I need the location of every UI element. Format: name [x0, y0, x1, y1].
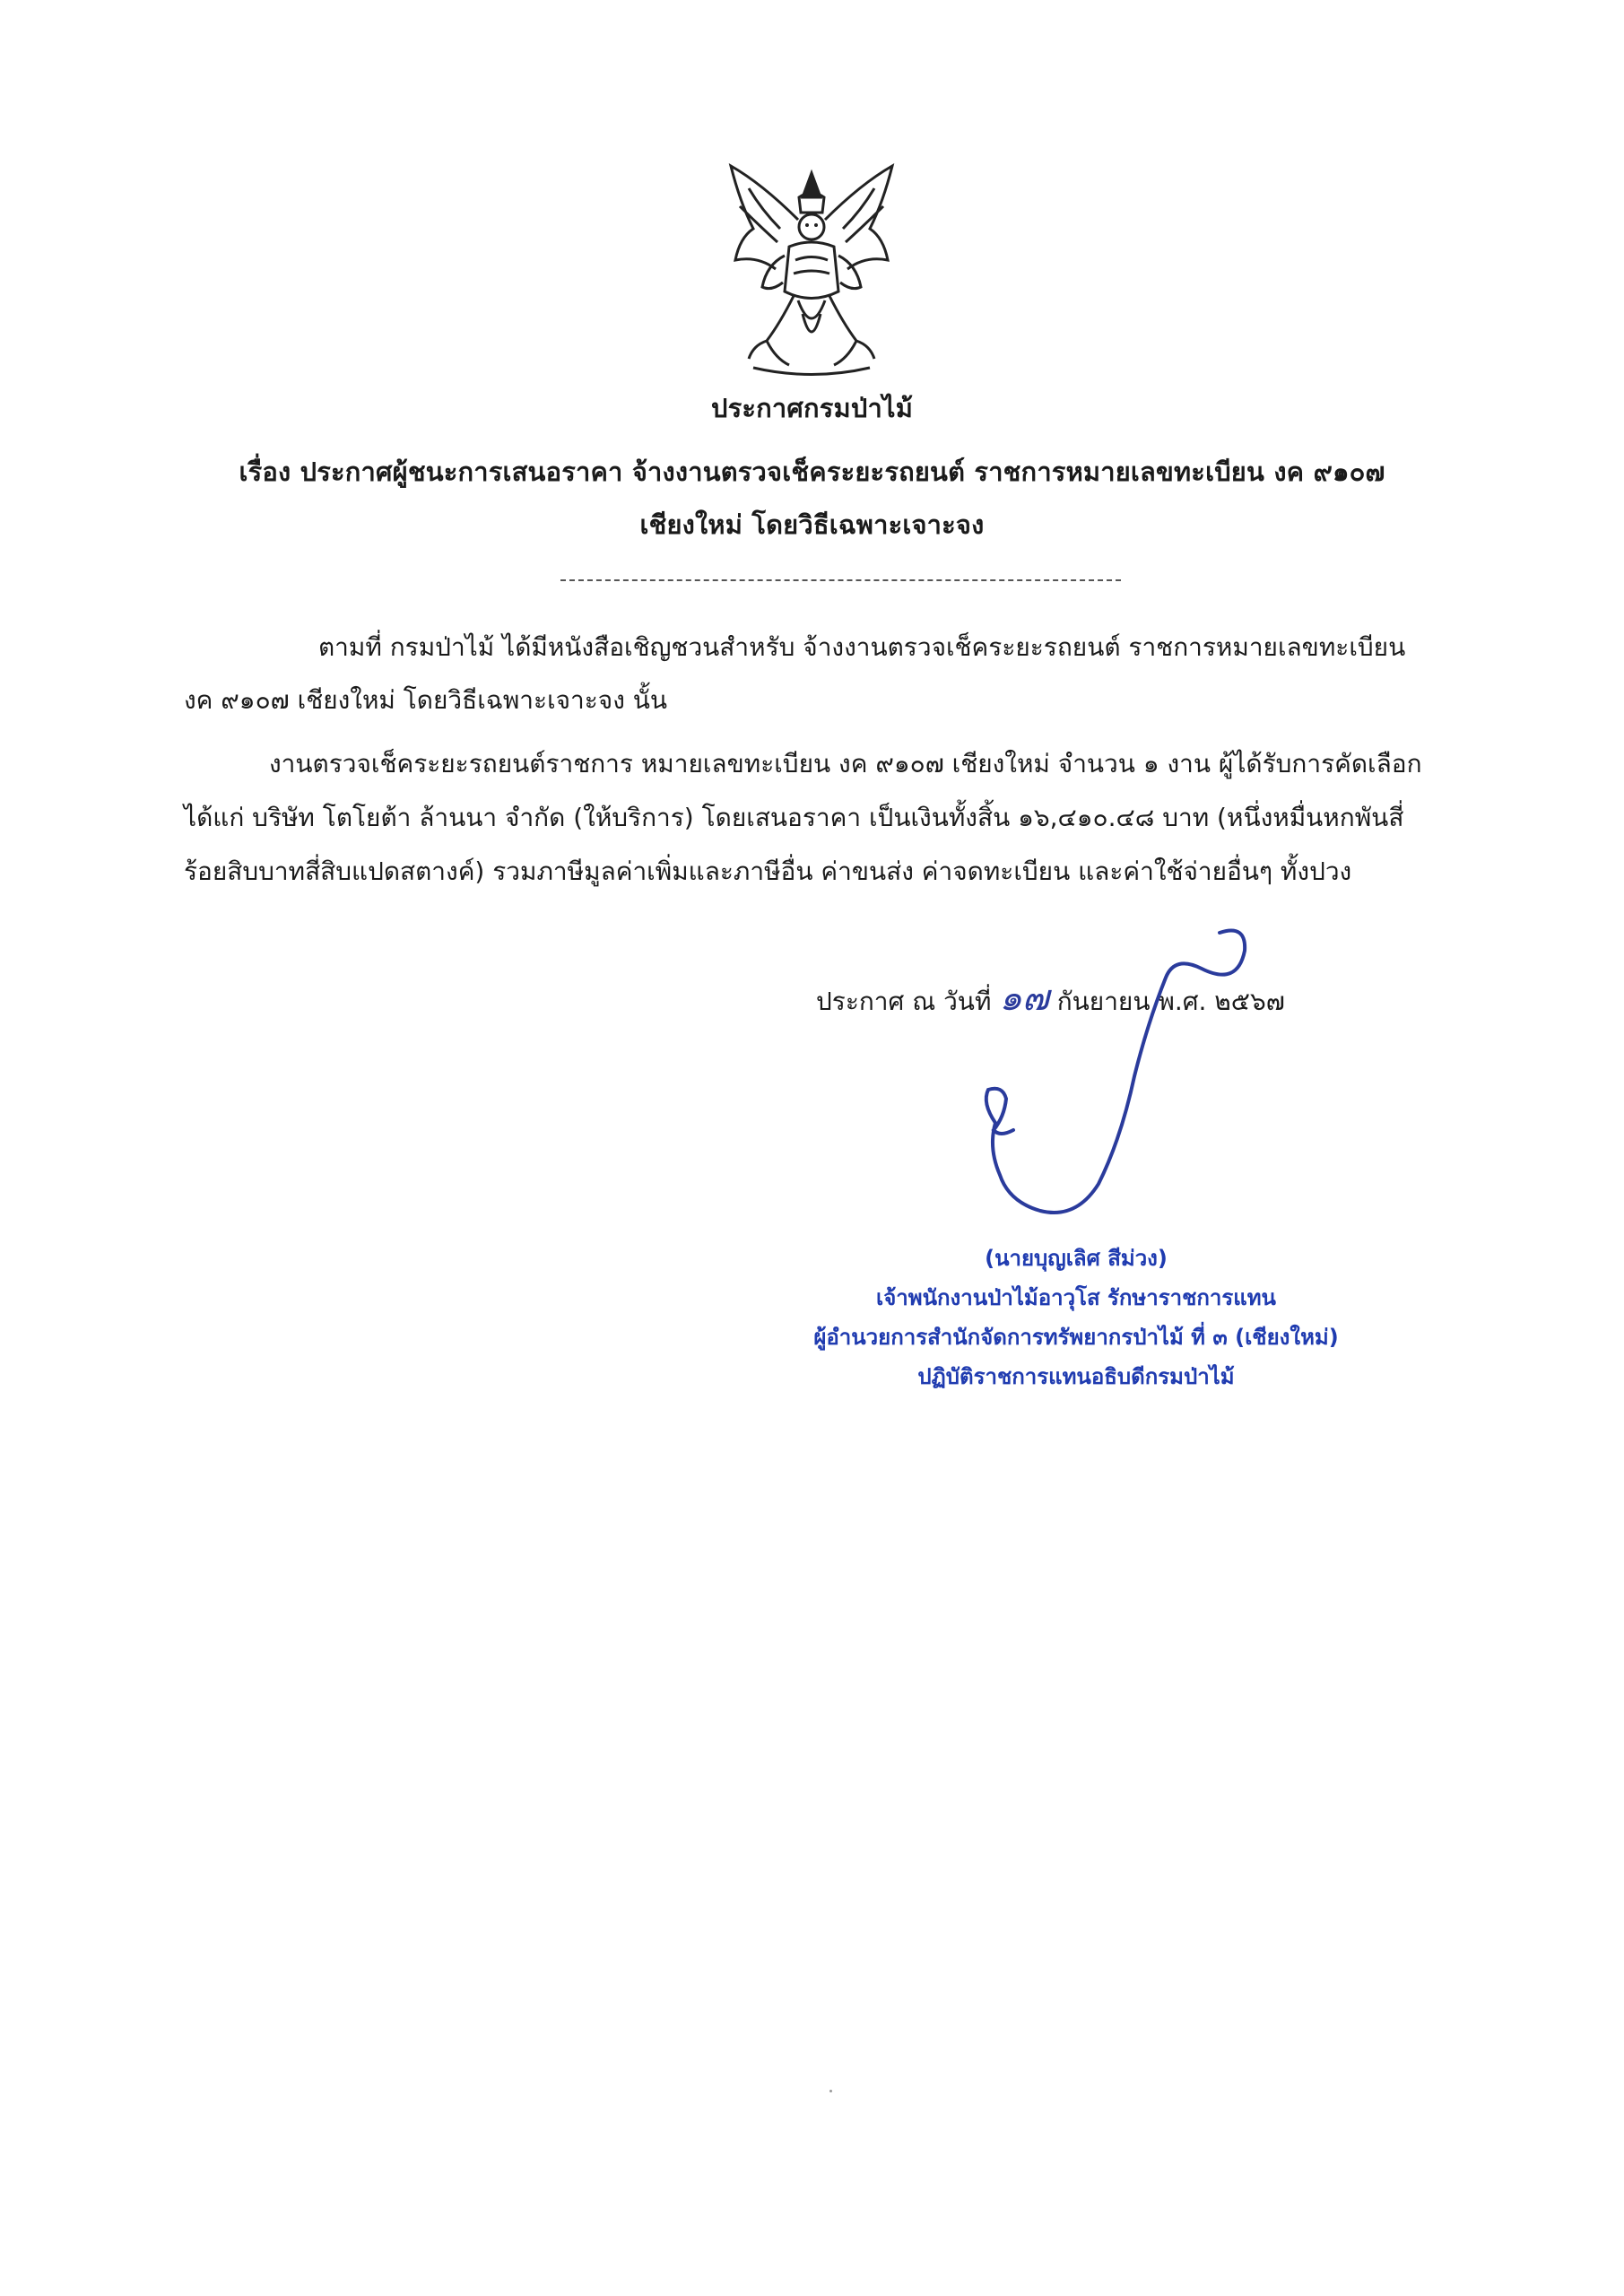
garuda-emblem-icon	[713, 157, 910, 377]
stamp-position-3: ปฏิบัติราชการแทนอธิบดีกรมป่าไม้	[917, 1364, 1235, 1389]
paragraph-2-line-3: ร้อยสิบบาทสี่สิบแปดสตางค์) รวมภาษีมูลค่าเพิ่มและภาษีอื่น ค่าขนส่ง ค่าจดทะเบียน และค่าใช้จ่ายอื่นๆ ทั้งปวง	[184, 857, 1352, 886]
announce-prefix: ประกาศ ณ วันที่	[816, 987, 992, 1016]
agency-title: ประกาศกรมป่าไม้	[710, 393, 914, 423]
stamp-position-1: เจ้าพนักงานป่าไม้อาวุโส รักษาราชการแทน	[876, 1285, 1276, 1310]
separator-rule	[560, 579, 1121, 581]
stamp-name: (นายบุญเลิศ สีม่วง)	[985, 1246, 1168, 1271]
official-stamp	[780, 1233, 1372, 1413]
handwritten-signature	[933, 915, 1273, 1238]
paragraph-1-line-2: งค ๙๑๐๗ เชียงใหม่ โดยวิธีเฉพาะเจาะจง นั้น	[184, 685, 668, 715]
subject-line-1: เรื่อง ประกาศผู้ชนะการเสนอราคา จ้างงานตรวจเช็คระยะรถยนต์ ราชการหมายเลขทะเบียน งค ๙๑๐๗	[239, 457, 1385, 487]
stamp-position-2: ผู้อำนวยการสำนักจัดการทรัพยากรป่าไม้ ที่ ๓ (เชียงใหม่)	[813, 1325, 1339, 1350]
handwritten-day: ๑๗	[999, 978, 1049, 1019]
paragraph-2-line-1: งานตรวจเช็คระยะรถยนต์ราชการ หมายเลขทะเบียน งค ๙๑๐๗ เชียงใหม่ จำนวน ๑ งาน ผู้ได้รับการคัดเลือก	[269, 749, 1422, 778]
month-year: กันยายน พ.ศ. ๒๕๖๗	[1056, 987, 1285, 1016]
paragraph-1-line-1: ตามที่ กรมป่าไม้ ได้มีหนังสือเชิญชวนสำหรับ จ้างงานตรวจเช็คระยะรถยนต์ ราชการหมายเลขทะเบียน	[318, 632, 1406, 662]
paragraph-2-line-2: ได้แก่ บริษัท โตโยต้า ล้านนา จำกัด (ให้บริการ) โดยเสนอราคา เป็นเงินทั้งสิ้น ๑๖,๔๑๐.๔๘ บาท (หนึ่งหมื่นหกพันสี่	[184, 803, 1404, 832]
subject-line-2: เชียงใหม่ โดยวิธีเฉพาะเจาะจง	[639, 509, 985, 540]
scan-speck	[829, 2090, 832, 2092]
